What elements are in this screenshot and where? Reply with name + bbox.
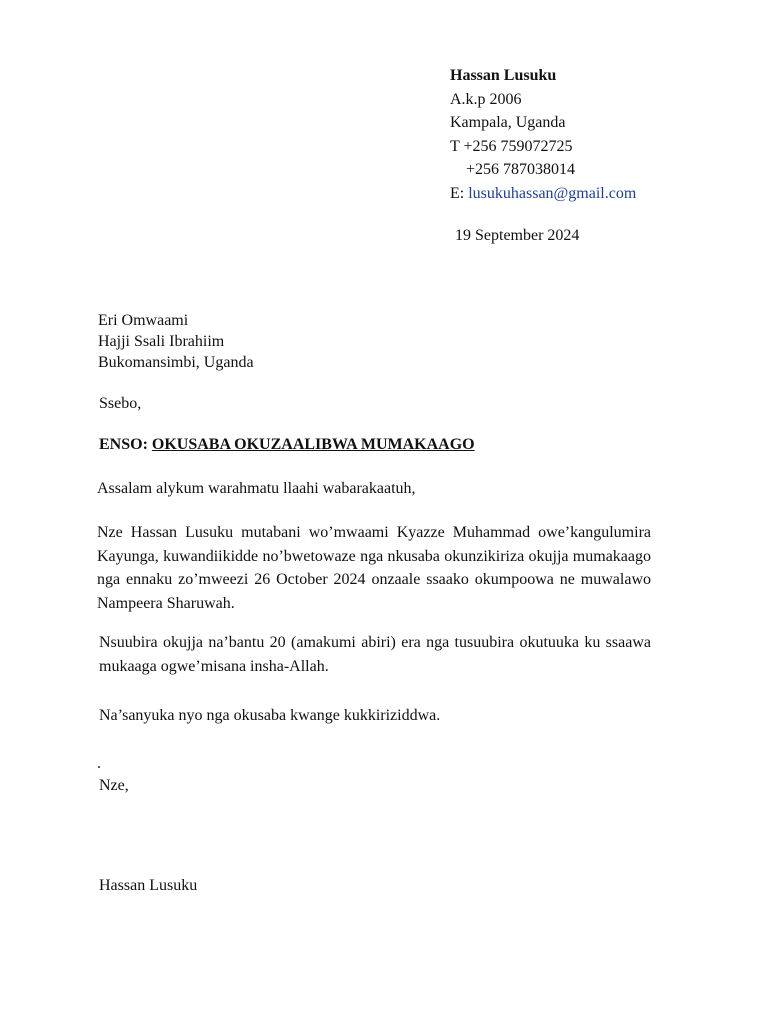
subject-line <box>99 433 475 457</box>
greeting: Assalam alykum warahmatu llaahi wabarakaatuh, <box>97 480 416 497</box>
sender-city: Kampala, Uganda <box>450 114 566 131</box>
salutation: Ssebo, <box>99 395 142 412</box>
subject-title: OKUSABA OKUZAALIBWA MUMAKAAGO <box>151 436 475 453</box>
sender-email-link[interactable]: lusukuhassan@gmail.com <box>468 184 637 202</box>
sender-phone-2: +256 787038014 <box>450 161 576 178</box>
sender-po-box: A.k.p 2006 <box>450 90 522 108</box>
sender-address-block <box>450 64 636 205</box>
recipient-line-2: Hajji Ssali Ibrahiim <box>98 333 225 350</box>
recipient-line-3: Bukomansimbi, Uganda <box>98 354 254 371</box>
recipient-line-1: Eri Omwaami <box>98 312 189 329</box>
sender-email-prefix: E: <box>450 184 469 202</box>
body-paragraph-2: Nsuubira okujja na’bantu 20 (amakumi abiri) era nga tusuubira okutuuka ku ssaawa mukaaga ogwe’misana insha-Allah. <box>99 634 651 675</box>
body-paragraph-1: Nze Hassan Lusuku mutabani wo’mwaami Kyazze Muhammad owe’kangulumira Kayunga, kuwandiikidde no’bwetowaze nga nkusaba okunzikiriza okujja mumakaago nga ennaku zo’mweezi 26 October 2024 onzaale ssaako okumpoowa ne muwalawo Nampeera Sharuwah. <box>97 524 651 612</box>
closing: Nze, <box>99 777 129 794</box>
recipient-address-block <box>98 310 254 373</box>
sender-name: Hassan Lusuku <box>450 67 557 84</box>
signature-name: Hassan Lusuku <box>99 877 198 894</box>
stray-mark: . <box>97 755 101 772</box>
subject-prefix: ENSO: <box>99 436 152 453</box>
body-paragraph-3: Na’sanyuka nyo nga okusaba kwange kukkiriziddwa. <box>99 707 441 724</box>
sender-phone-1: T +256 759072725 <box>450 137 573 155</box>
letter-date: 19 September 2024 <box>455 227 580 244</box>
sender-email-line <box>450 182 636 206</box>
